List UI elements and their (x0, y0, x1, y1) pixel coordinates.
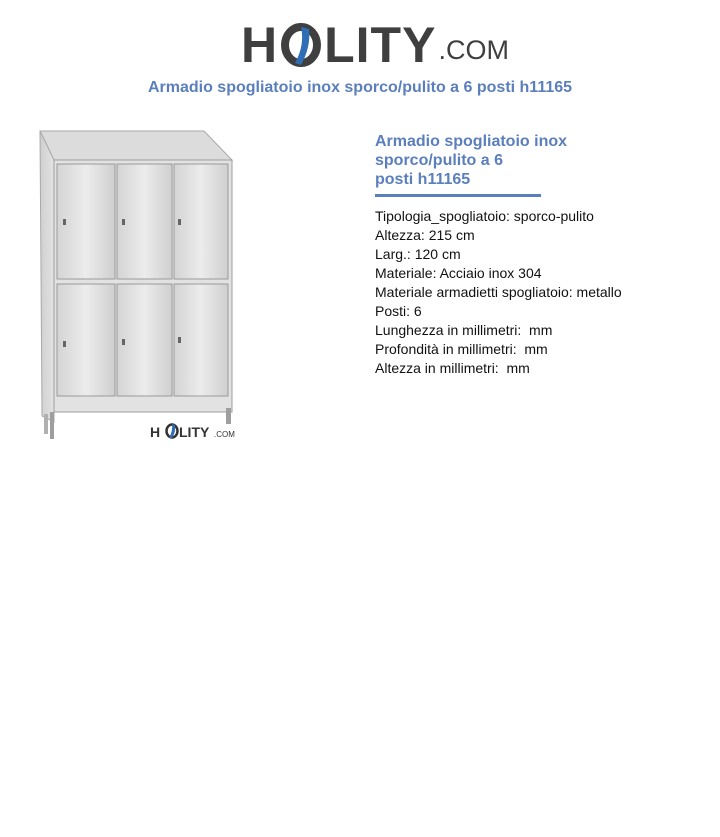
product-info (375, 132, 705, 378)
watermark-letters-lity: LITY (179, 424, 210, 440)
logo-letters-lity: LITY (324, 17, 437, 73)
page-title: Armadio spogliatoio inox sporco/pulito a 6 posti h11165 (147, 79, 573, 96)
watermark-letter-h: H (150, 424, 161, 440)
holity-logo[interactable] (241, 10, 509, 73)
spec-lunghezza-mm: Lunghezza in millimetri: mm (375, 322, 553, 338)
product-name (375, 132, 585, 189)
spec-altezza: Altezza: 215 cm (375, 227, 475, 243)
spec-tipologia: Tipologia_spogliatoio: sporco-pulito (375, 208, 594, 224)
logo-letter-h: H (241, 17, 279, 73)
spec-larghezza: Larg.: 120 cm (375, 246, 461, 262)
spec-altezza-mm: Altezza in millimetri: mm (375, 360, 530, 376)
spec-materiale-armadietti: Materiale armadietti spogliatoio: metallo (375, 284, 622, 300)
spec-list (375, 207, 705, 378)
title-underline (375, 194, 541, 197)
logo-o-icon (281, 23, 321, 67)
product-image (36, 126, 246, 444)
product-name-line: sporco/pulito a 6 (375, 152, 504, 169)
spec-posti: Posti: 6 (375, 303, 422, 319)
logo-domain: .COM (438, 35, 509, 65)
spec-profondita-mm: Profondità in millimetri: mm (375, 341, 548, 357)
product-name-line: posti h11165 (375, 171, 471, 188)
product-name-line: Armadio spogliatoio inox (375, 133, 568, 150)
watermark-logo (150, 424, 235, 440)
spec-materiale: Materiale: Acciaio inox 304 (375, 265, 542, 281)
watermark-domain: .COM (214, 430, 235, 439)
